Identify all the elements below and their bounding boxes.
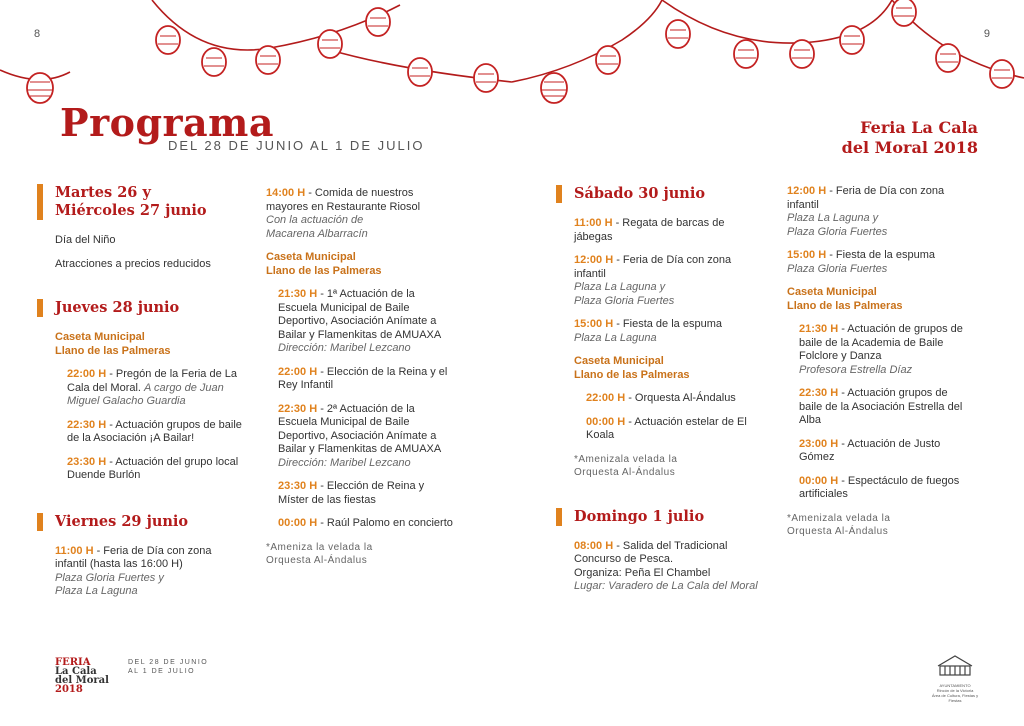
feria-title: Feria La Cala del Moral 2018: [841, 118, 978, 157]
lantern-icon: [790, 40, 814, 68]
event-item: 15:00 H - Fiesta de la espuma Plaza La Laguna: [574, 318, 722, 344]
venue-heading: Caseta Municipal Llano de las Palmeras: [266, 251, 382, 277]
lantern-icon: [318, 30, 342, 58]
lantern-icon: [734, 40, 758, 68]
event-item: 11:00 H - Feria de Día con zona infantil (hasta las 16:00 H) Plaza Gloria Fuertes y Plaza La Laguna: [55, 544, 212, 597]
page-number-left: 8: [34, 28, 41, 40]
day-heading: Martes 26 y Miércoles 27 junio: [37, 184, 245, 220]
lantern-icon: [936, 44, 960, 72]
lantern-icon: [666, 20, 690, 48]
lantern-garland-left: [0, 0, 512, 110]
town-hall-icon: [930, 652, 980, 678]
lantern-garland-right: [512, 0, 1024, 110]
event-item: 23:30 H - Actuación del grupo local Duende Burlón: [67, 455, 239, 481]
event-item: 08:00 H - Salida del Tradicional Concurso de Pesca. Organiza: Peña El Chambel Lugar: Varadero de La Cala del Moral: [574, 539, 758, 592]
event-item: 23:00 H - Actuación de Justo Gómez: [799, 437, 941, 463]
footnote: *Amenizala velada la Orquesta Al-Ándalus: [787, 512, 891, 537]
event-item: 00:00 H - Raúl Palomo en concierto: [278, 517, 453, 529]
right-page: [512, 0, 1024, 726]
lantern-icon: [202, 48, 226, 76]
page-number-right: 9: [983, 28, 990, 40]
schedule-column-2: [266, 187, 456, 568]
footnote: *Amenizala velada la Orquesta Al-Ándalus: [574, 453, 678, 478]
event-item: 22:30 H - 2ª Actuación de la Escuela Municipal de Baile Deportivo, Asociación Anímate a Bailar y Flamenkitas de AMUAXA Dirección: Maribel Lezcano: [278, 402, 442, 469]
day-heading: Jueves 28 junio: [37, 299, 245, 317]
day-heading: Domingo 1 julio: [556, 508, 759, 526]
lantern-icon: [541, 73, 567, 103]
schedule-column-4: [787, 185, 972, 539]
event-item: 11:00 H - Regata de barcas de jábegas: [574, 217, 725, 243]
event-item: 21:30 H - Actuación de grupos de baile de la Academia de Baile Folclore y Danza Profesora Estrella Díaz: [799, 323, 963, 376]
venue-heading: Caseta Municipal Llano de las Palmeras: [787, 286, 903, 312]
footnote: *Ameniza la velada la Orquesta Al-Ándalus: [266, 541, 373, 566]
lantern-icon: [840, 26, 864, 54]
event-item: 22:00 H - Pregón de la Feria de La Cala del Moral. A cargo de Juan Miguel Galacho Guardia: [67, 368, 237, 407]
event-text: Atracciones a precios reducidos: [55, 257, 211, 270]
event-item: 12:00 H - Feria de Día con zona infantil Plaza La Laguna y Plaza Gloria Fuertes: [574, 254, 732, 307]
page-subtitle: DEL 28 DE JUNIO AL 1 DE JULIO: [168, 138, 425, 153]
schedule-column-1: [55, 184, 245, 609]
event-item: 22:30 H - Actuación grupos de baile de la Asociación Estrella del Alba: [799, 387, 963, 426]
day-heading: Viernes 29 junio: [37, 513, 245, 531]
event-item: 00:00 H - Espectáculo de fuegos artificiales: [799, 474, 960, 500]
event-item: 22:00 H - Elección de la Reina y el Rey Infantil: [278, 365, 448, 391]
event-text: Día del Niño: [55, 234, 116, 246]
venue-heading: Caseta Municipal Llano de las Palmeras: [574, 355, 690, 381]
lantern-icon: [408, 58, 432, 86]
lantern-icon: [990, 60, 1014, 88]
event-item: 22:30 H - Actuación grupos de baile de la Asociación ¡A Bailar!: [67, 418, 242, 444]
event-item: 00:00 H - Actuación estelar de El Koala: [586, 415, 747, 441]
footer-dates: DEL 28 DE JUNIO AL 1 DE JULIO: [128, 659, 209, 675]
lantern-icon: [366, 8, 390, 36]
feria-brand-mark: FERIA La Cala del Moral 2018: [55, 657, 109, 695]
event-item: 23:30 H - Elección de Reina y Míster de las fiestas: [278, 480, 425, 506]
lantern-icon: [474, 64, 498, 92]
page-title: Programa: [60, 100, 274, 145]
lantern-icon: [156, 26, 180, 54]
schedule-column-3: [574, 185, 759, 604]
event-item: 14:00 H - Comida de nuestros mayores en Restaurante Riosol Con la actuación de Macarena Albarracín: [266, 187, 421, 240]
event-item: 21:30 H - 1ª Actuación de la Escuela Municipal de Baile Deportivo, Asociación Anímate a Bailar y Flamenkitas de AMUAXA Dirección: Maribel Lezcano: [278, 288, 442, 354]
event-item: 12:00 H - Feria de Día con zona infantil Plaza La Laguna y Plaza Gloria Fuertes: [787, 185, 945, 238]
ayuntamiento-logo: AYUNTAMIENTO Rincón de la Victoria Área de Cultura, Fiestas y Fiestas: [930, 652, 980, 703]
lantern-icon: [892, 0, 916, 26]
venue-heading: Caseta Municipal Llano de las Palmeras: [55, 331, 171, 357]
event-item: 15:00 H - Fiesta de la espuma Plaza Gloria Fuertes: [787, 249, 935, 275]
lantern-icon: [256, 46, 280, 74]
event-item: 22:00 H - Orquesta Al-Ándalus: [586, 392, 736, 404]
lantern-icon: [596, 46, 620, 74]
lantern-icon: [27, 73, 53, 103]
day-heading: Sábado 30 junio: [556, 185, 759, 203]
